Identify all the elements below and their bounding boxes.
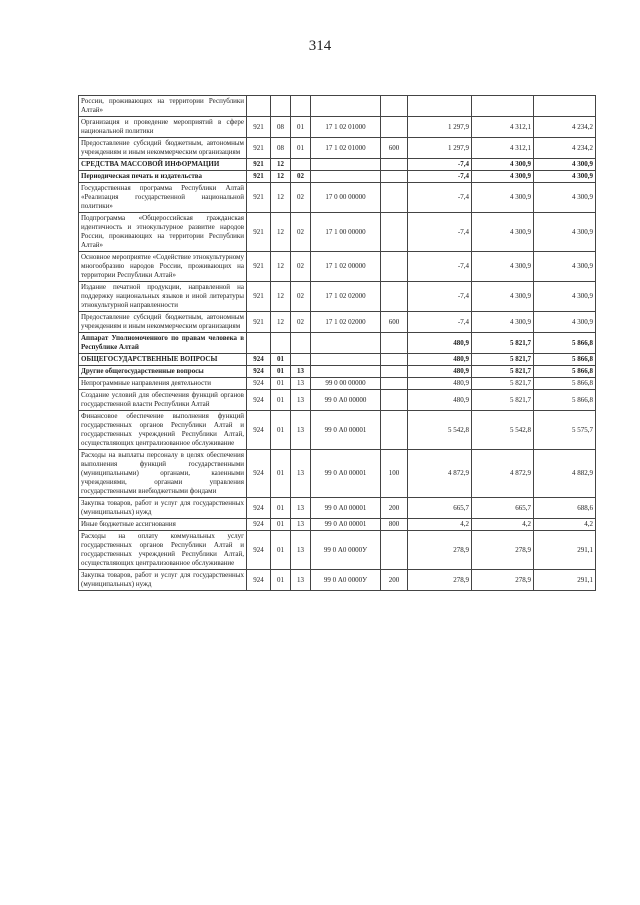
item-name-cell: Периодическая печать и издательства — [79, 171, 247, 183]
amount-year-2-cell: 5 821,7 — [472, 390, 534, 411]
table-row — [79, 159, 596, 171]
section-code-cell: 08 — [271, 117, 291, 138]
amount-year-2-cell: 5 821,7 — [472, 333, 534, 354]
subsection-code-cell — [291, 96, 311, 117]
table-row — [79, 519, 596, 531]
amount-year-1-cell: 480,9 — [408, 333, 472, 354]
ministry-code-cell: 924 — [247, 366, 271, 378]
section-code-cell: 08 — [271, 138, 291, 159]
item-name-cell: России, проживающих на территории Республики Алтай» — [79, 96, 247, 117]
section-code-cell: 12 — [271, 312, 291, 333]
target-article-code-cell: 99 0 А0 00001 — [311, 498, 381, 519]
amount-year-3-cell: 4 300,9 — [534, 159, 596, 171]
item-name-cell: Издание печатной продукции, направленной на поддержку национальных языков и иной литературы этнокультурной направленности — [79, 282, 247, 312]
expense-type-code-cell — [381, 252, 408, 282]
table-row — [79, 183, 596, 213]
target-article-code-cell — [311, 171, 381, 183]
target-article-code-cell: 99 0 А0 00001 — [311, 450, 381, 498]
ministry-code-cell: 924 — [247, 519, 271, 531]
target-article-code-cell — [311, 354, 381, 366]
section-code-cell — [271, 333, 291, 354]
amount-year-1-cell: -7,4 — [408, 159, 472, 171]
amount-year-1-cell: -7,4 — [408, 312, 472, 333]
ministry-code-cell: 924 — [247, 354, 271, 366]
section-code-cell: 01 — [271, 378, 291, 390]
amount-year-1-cell — [408, 96, 472, 117]
expense-type-code-cell: 200 — [381, 570, 408, 591]
amount-year-3-cell: 688,6 — [534, 498, 596, 519]
table-row — [79, 450, 596, 498]
amount-year-2-cell: 4 300,9 — [472, 282, 534, 312]
target-article-code-cell — [311, 366, 381, 378]
item-name-cell: Подпрограмма «Общероссийская гражданская идентичность и этнокультурное развитие народов России, проживающих на территории Республики Алтай» — [79, 213, 247, 252]
amount-year-2-cell: 278,9 — [472, 570, 534, 591]
amount-year-2-cell: 4 872,9 — [472, 450, 534, 498]
expense-type-code-cell: 600 — [381, 312, 408, 333]
section-code-cell: 01 — [271, 366, 291, 378]
expense-type-code-cell — [381, 378, 408, 390]
amount-year-2-cell: 5 821,7 — [472, 366, 534, 378]
amount-year-2-cell: 4 300,9 — [472, 312, 534, 333]
table-row — [79, 96, 596, 117]
amount-year-1-cell: 480,9 — [408, 354, 472, 366]
amount-year-1-cell: 278,9 — [408, 531, 472, 570]
amount-year-1-cell: 4,2 — [408, 519, 472, 531]
amount-year-1-cell: 1 297,9 — [408, 138, 472, 159]
subsection-code-cell: 13 — [291, 390, 311, 411]
amount-year-1-cell: 480,9 — [408, 366, 472, 378]
item-name-cell: Государственная программа Республики Алтай «Реализация государственной национальной политики» — [79, 183, 247, 213]
item-name-cell: Расходы на выплаты персоналу в целях обеспечения выполнения функций государственными (муниципальными) органами, казенными учреждениями, органами управления государственными внебюджетными фондами — [79, 450, 247, 498]
item-name-cell: Закупка товаров, работ и услуг для государственных (муниципальных) нужд — [79, 498, 247, 519]
amount-year-2-cell: 5 821,7 — [472, 354, 534, 366]
amount-year-1-cell: 278,9 — [408, 570, 472, 591]
amount-year-1-cell: -7,4 — [408, 171, 472, 183]
amount-year-2-cell: 665,7 — [472, 498, 534, 519]
section-code-cell — [271, 96, 291, 117]
expense-type-code-cell — [381, 213, 408, 252]
amount-year-1-cell: 5 542,8 — [408, 411, 472, 450]
amount-year-3-cell: 5 866,8 — [534, 333, 596, 354]
amount-year-2-cell: 5 542,8 — [472, 411, 534, 450]
subsection-code-cell: 02 — [291, 183, 311, 213]
subsection-code-cell — [291, 333, 311, 354]
table-row — [79, 213, 596, 252]
amount-year-3-cell: 5 575,7 — [534, 411, 596, 450]
amount-year-3-cell: 5 866,8 — [534, 378, 596, 390]
ministry-code-cell: 921 — [247, 213, 271, 252]
subsection-code-cell: 02 — [291, 282, 311, 312]
amount-year-1-cell: -7,4 — [408, 213, 472, 252]
amount-year-3-cell: 5 866,8 — [534, 366, 596, 378]
amount-year-3-cell: 4 300,9 — [534, 312, 596, 333]
target-article-code-cell — [311, 333, 381, 354]
amount-year-3-cell: 4 882,9 — [534, 450, 596, 498]
ministry-code-cell: 921 — [247, 171, 271, 183]
expense-type-code-cell: 800 — [381, 519, 408, 531]
table-row — [79, 390, 596, 411]
amount-year-3-cell: 4 300,9 — [534, 252, 596, 282]
subsection-code-cell: 13 — [291, 450, 311, 498]
section-code-cell: 01 — [271, 498, 291, 519]
table-row — [79, 411, 596, 450]
ministry-code-cell: 924 — [247, 411, 271, 450]
section-code-cell: 12 — [271, 159, 291, 171]
amount-year-1-cell: 1 297,9 — [408, 117, 472, 138]
amount-year-3-cell: 5 866,8 — [534, 390, 596, 411]
amount-year-1-cell: 4 872,9 — [408, 450, 472, 498]
expense-type-code-cell — [381, 171, 408, 183]
amount-year-2-cell: 4 312,1 — [472, 138, 534, 159]
amount-year-1-cell: 665,7 — [408, 498, 472, 519]
amount-year-3-cell: 4 234,2 — [534, 117, 596, 138]
ministry-code-cell: 924 — [247, 498, 271, 519]
item-name-cell: Непрограммные направления деятельности — [79, 378, 247, 390]
item-name-cell: Аппарат Уполномоченного по правам человека в Республике Алтай — [79, 333, 247, 354]
item-name-cell: Другие общегосударственные вопросы — [79, 366, 247, 378]
expense-type-code-cell: 200 — [381, 498, 408, 519]
amount-year-1-cell: -7,4 — [408, 183, 472, 213]
section-code-cell: 01 — [271, 390, 291, 411]
subsection-code-cell: 13 — [291, 531, 311, 570]
subsection-code-cell: 02 — [291, 312, 311, 333]
section-code-cell: 01 — [271, 450, 291, 498]
table-row — [79, 498, 596, 519]
table-row — [79, 138, 596, 159]
subsection-code-cell — [291, 159, 311, 171]
section-code-cell: 01 — [271, 531, 291, 570]
table-row — [79, 117, 596, 138]
subsection-code-cell: 13 — [291, 366, 311, 378]
item-name-cell: Предоставление субсидий бюджетным, автономным учреждениям и иным некоммерческим организациям — [79, 312, 247, 333]
table-row — [79, 171, 596, 183]
ministry-code-cell — [247, 96, 271, 117]
target-article-code-cell: 99 0 А0 0000У — [311, 531, 381, 570]
expense-type-code-cell — [381, 333, 408, 354]
subsection-code-cell: 13 — [291, 498, 311, 519]
amount-year-3-cell: 291,1 — [534, 531, 596, 570]
amount-year-1-cell: -7,4 — [408, 282, 472, 312]
target-article-code-cell: 17 1 02 02000 — [311, 282, 381, 312]
item-name-cell: Основное мероприятие «Содействие этнокультурному многообразию народов России, проживающих на территории Республики Алтай» — [79, 252, 247, 282]
subsection-code-cell: 13 — [291, 378, 311, 390]
amount-year-3-cell: 4,2 — [534, 519, 596, 531]
subsection-code-cell: 13 — [291, 411, 311, 450]
section-code-cell: 12 — [271, 183, 291, 213]
table-row — [79, 312, 596, 333]
amount-year-1-cell: -7,4 — [408, 252, 472, 282]
subsection-code-cell: 01 — [291, 117, 311, 138]
item-name-cell: Закупка товаров, работ и услуг для государственных (муниципальных) нужд — [79, 570, 247, 591]
amount-year-3-cell — [534, 96, 596, 117]
target-article-code-cell: 17 1 00 00000 — [311, 213, 381, 252]
target-article-code-cell: 99 0 А0 0000У — [311, 570, 381, 591]
item-name-cell: Финансовое обеспечение выполнения функций государственных органов Республики Алтай и государственных учреждений Республики Алтай, осуществляющих централизованное обслуживание — [79, 411, 247, 450]
table-row — [79, 366, 596, 378]
expense-type-code-cell — [381, 159, 408, 171]
budget-table — [78, 95, 596, 591]
section-code-cell: 01 — [271, 411, 291, 450]
expense-type-code-cell: 100 — [381, 450, 408, 498]
ministry-code-cell: 921 — [247, 159, 271, 171]
ministry-code-cell — [247, 333, 271, 354]
amount-year-2-cell — [472, 96, 534, 117]
expense-type-code-cell — [381, 366, 408, 378]
target-article-code-cell — [311, 96, 381, 117]
table-row — [79, 354, 596, 366]
amount-year-3-cell: 5 866,8 — [534, 354, 596, 366]
ministry-code-cell: 921 — [247, 282, 271, 312]
amount-year-1-cell: 480,9 — [408, 378, 472, 390]
section-code-cell: 01 — [271, 519, 291, 531]
target-article-code-cell: 17 1 02 02000 — [311, 312, 381, 333]
table-row — [79, 531, 596, 570]
amount-year-1-cell: 480,9 — [408, 390, 472, 411]
target-article-code-cell — [311, 159, 381, 171]
table-row — [79, 282, 596, 312]
table-row — [79, 252, 596, 282]
expense-type-code-cell — [381, 411, 408, 450]
amount-year-3-cell: 4 234,2 — [534, 138, 596, 159]
section-code-cell: 12 — [271, 252, 291, 282]
ministry-code-cell: 924 — [247, 570, 271, 591]
section-code-cell: 01 — [271, 570, 291, 591]
section-code-cell: 12 — [271, 171, 291, 183]
target-article-code-cell: 99 0 А0 00001 — [311, 519, 381, 531]
target-article-code-cell: 99 0 00 00000 — [311, 378, 381, 390]
expense-type-code-cell — [381, 354, 408, 366]
subsection-code-cell: 01 — [291, 138, 311, 159]
ministry-code-cell: 924 — [247, 378, 271, 390]
section-code-cell: 12 — [271, 282, 291, 312]
item-name-cell: Организация и проведение мероприятий в сфере национальной политики — [79, 117, 247, 138]
target-article-code-cell: 17 1 02 01000 — [311, 138, 381, 159]
expense-type-code-cell — [381, 183, 408, 213]
item-name-cell: Предоставление субсидий бюджетным, автономным учреждениям и иным некоммерческим организациям — [79, 138, 247, 159]
amount-year-2-cell: 5 821,7 — [472, 378, 534, 390]
amount-year-2-cell: 4,2 — [472, 519, 534, 531]
section-code-cell: 01 — [271, 354, 291, 366]
target-article-code-cell: 99 0 А0 00001 — [311, 411, 381, 450]
subsection-code-cell: 02 — [291, 252, 311, 282]
target-article-code-cell: 17 1 02 01000 — [311, 117, 381, 138]
ministry-code-cell: 921 — [247, 138, 271, 159]
amount-year-2-cell: 278,9 — [472, 531, 534, 570]
ministry-code-cell: 921 — [247, 183, 271, 213]
subsection-code-cell — [291, 354, 311, 366]
subsection-code-cell: 13 — [291, 570, 311, 591]
expense-type-code-cell — [381, 282, 408, 312]
target-article-code-cell: 17 0 00 00000 — [311, 183, 381, 213]
subsection-code-cell: 02 — [291, 213, 311, 252]
expense-type-code-cell — [381, 117, 408, 138]
expense-type-code-cell — [381, 96, 408, 117]
item-name-cell: ОБЩЕГОСУДАРСТВЕННЫЕ ВОПРОСЫ — [79, 354, 247, 366]
amount-year-3-cell: 4 300,9 — [534, 171, 596, 183]
item-name-cell: Расходы на оплату коммунальных услуг государственных органов Республики Алтай и государственных учреждений Республики Алтай, осуществляющих централизованное обслуживание — [79, 531, 247, 570]
amount-year-2-cell: 4 300,9 — [472, 183, 534, 213]
ministry-code-cell: 924 — [247, 450, 271, 498]
ministry-code-cell: 924 — [247, 390, 271, 411]
amount-year-2-cell: 4 300,9 — [472, 159, 534, 171]
expense-type-code-cell — [381, 531, 408, 570]
amount-year-2-cell: 4 300,9 — [472, 252, 534, 282]
target-article-code-cell: 99 0 А0 00000 — [311, 390, 381, 411]
amount-year-2-cell: 4 312,1 — [472, 117, 534, 138]
ministry-code-cell: 921 — [247, 252, 271, 282]
ministry-code-cell: 921 — [247, 312, 271, 333]
page-number: 314 — [308, 38, 332, 54]
amount-year-3-cell: 291,1 — [534, 570, 596, 591]
ministry-code-cell: 924 — [247, 531, 271, 570]
amount-year-2-cell: 4 300,9 — [472, 171, 534, 183]
expense-type-code-cell — [381, 390, 408, 411]
subsection-code-cell: 02 — [291, 171, 311, 183]
subsection-code-cell: 13 — [291, 519, 311, 531]
item-name-cell: СРЕДСТВА МАССОВОЙ ИНФОРМАЦИИ — [79, 159, 247, 171]
target-article-code-cell: 17 1 02 00000 — [311, 252, 381, 282]
amount-year-2-cell: 4 300,9 — [472, 213, 534, 252]
table-row — [79, 333, 596, 354]
table-row — [79, 570, 596, 591]
ministry-code-cell: 921 — [247, 117, 271, 138]
item-name-cell: Создание условий для обеспечения функций органов государственной власти Республики Алтай — [79, 390, 247, 411]
expense-type-code-cell: 600 — [381, 138, 408, 159]
amount-year-3-cell: 4 300,9 — [534, 213, 596, 252]
amount-year-3-cell: 4 300,9 — [534, 282, 596, 312]
section-code-cell: 12 — [271, 213, 291, 252]
amount-year-3-cell: 4 300,9 — [534, 183, 596, 213]
item-name-cell: Иные бюджетные ассигнования — [79, 519, 247, 531]
table-row — [79, 378, 596, 390]
